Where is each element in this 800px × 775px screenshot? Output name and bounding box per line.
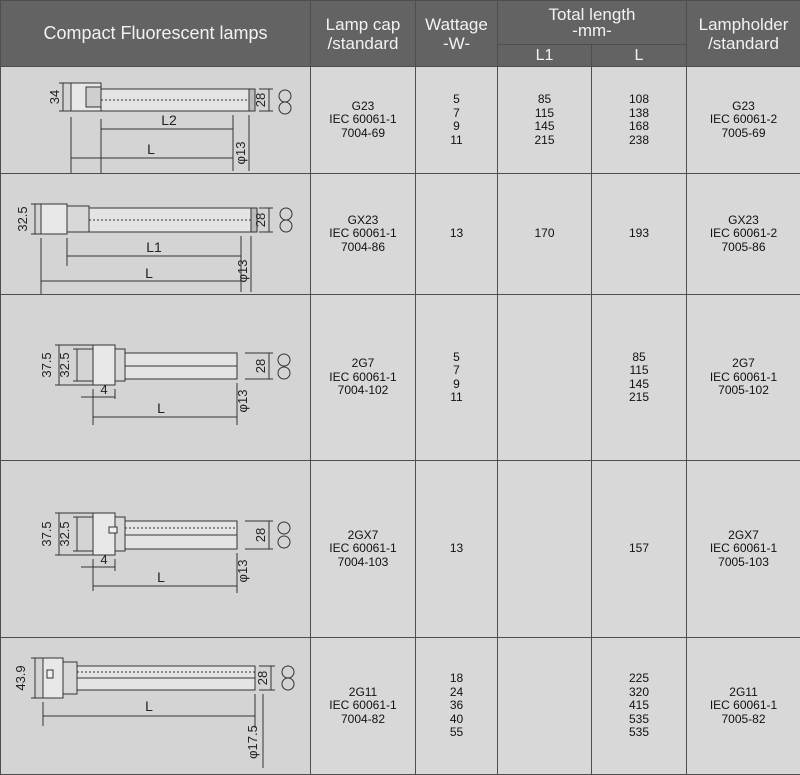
holder-standard: IEC 60061-2 (687, 113, 800, 127)
cell-lamp-cap (311, 295, 416, 461)
l-value: 320 (592, 686, 686, 700)
header-total-length-line1: Total length (498, 7, 686, 23)
holder-standard: IEC 60061-1 (687, 699, 800, 713)
dim-diameter (233, 142, 248, 165)
dim-length-a: L2 (161, 112, 177, 128)
l-value: 415 (592, 699, 686, 713)
table-row (1, 461, 800, 638)
wattage-value: 7 (416, 364, 497, 378)
l-value: 225 (592, 672, 686, 686)
lamp-diagram-2g7 (1, 295, 311, 461)
holder-sheet: 7005-82 (687, 713, 800, 727)
table-row (1, 67, 800, 174)
holder-standard: IEC 60061-2 (687, 227, 800, 241)
cap-name: 2GX7 (311, 529, 415, 543)
dim-diameter-value: 13 (235, 560, 250, 574)
dim-offset: 4 (100, 382, 107, 397)
2g7-drawing (1, 295, 310, 460)
dim-diameter (245, 725, 260, 759)
l-value: 215 (592, 391, 686, 405)
cell-l1-empty (498, 461, 592, 638)
cap-sheet: 7004-82 (311, 713, 415, 727)
dim-diameter (235, 260, 250, 283)
dim-inner: 32.5 (57, 352, 72, 377)
cap-standard: IEC 60061-1 (311, 699, 415, 713)
header-total-length (498, 1, 687, 45)
l-value: 535 (592, 713, 686, 727)
cap-standard: IEC 60061-1 (311, 227, 415, 241)
cap-standard: IEC 60061-1 (311, 371, 415, 385)
cap-sheet: 7004-103 (311, 556, 415, 570)
dim-inner: 32.5 (57, 521, 72, 546)
cap-name: 2G11 (311, 686, 415, 700)
cell-lamp-cap (311, 461, 416, 638)
cell-l (592, 638, 687, 775)
wattage-value: 18 (416, 672, 497, 686)
header-lamp-cap-line2: /standard (311, 34, 415, 53)
wattage-value: 55 (416, 726, 497, 740)
cap-name: G23 (311, 100, 415, 114)
holder-name: 2G7 (687, 357, 800, 371)
l1-value: 145 (498, 120, 591, 134)
cell-wattage (416, 638, 498, 775)
wattage-value: 24 (416, 686, 497, 700)
header-l: L (592, 45, 687, 67)
wattage-value: 9 (416, 120, 497, 134)
header-total-length-line2: -mm- (498, 23, 686, 39)
cell-wattage (416, 174, 498, 295)
holder-name: 2GX7 (687, 529, 800, 543)
l-value: 145 (592, 378, 686, 392)
wattage-value: 11 (416, 134, 497, 148)
dim-length: L (157, 569, 165, 585)
holder-sheet: 7005-86 (687, 241, 800, 255)
cell-lampholder (687, 295, 800, 461)
wattage-value: 11 (416, 391, 497, 405)
gx23-drawing (1, 174, 310, 294)
dim-height: 28 (255, 671, 270, 685)
phi-symbol: φ (245, 750, 260, 758)
cell-lampholder (687, 461, 800, 638)
lamp-diagram-g23 (1, 67, 311, 174)
cap-name: GX23 (311, 214, 415, 228)
cell-wattage (416, 67, 498, 174)
l-value: 193 (592, 227, 686, 241)
dim-diameter-value: 13 (235, 260, 250, 274)
l-value: 108 (592, 93, 686, 107)
table-row (1, 174, 800, 295)
cell-lampholder (687, 174, 800, 295)
dim-length: L (145, 698, 153, 714)
l-value: 157 (592, 542, 686, 556)
dim-height: 28 (253, 213, 268, 227)
dim-width: 34 (47, 90, 62, 104)
dim-length: L (157, 400, 165, 416)
wattage-value: 13 (416, 542, 497, 556)
dim-outer: 37.5 (39, 521, 54, 546)
cell-l1-empty (498, 638, 592, 775)
l-value: 115 (592, 364, 686, 378)
cap-sheet: 7004-69 (311, 127, 415, 141)
lamp-diagram-2gx7 (1, 461, 311, 638)
holder-standard: IEC 60061-1 (687, 542, 800, 556)
dim-diameter-value: 13 (235, 390, 250, 404)
dim-diameter-value: 17.5 (245, 725, 260, 750)
lamp-diagram-gx23 (1, 174, 311, 295)
holder-sheet: 7005-69 (687, 127, 800, 141)
l1-value: 170 (498, 227, 591, 241)
header-lampholder (687, 1, 800, 67)
wattage-value: 5 (416, 351, 497, 365)
dim-diameter (235, 560, 250, 583)
holder-standard: IEC 60061-1 (687, 371, 800, 385)
l-value: 238 (592, 134, 686, 148)
wattage-value: 9 (416, 378, 497, 392)
cell-l1 (498, 67, 592, 174)
l1-value: 215 (498, 134, 591, 148)
cell-l (592, 295, 687, 461)
cap-sheet: 7004-102 (311, 384, 415, 398)
dim-width: 43.9 (13, 665, 28, 690)
holder-name: 2G11 (687, 686, 800, 700)
cap-standard: IEC 60061-1 (311, 542, 415, 556)
header-lampholder-line2: /standard (687, 34, 800, 53)
phi-symbol: φ (235, 574, 250, 582)
wattage-value: 36 (416, 699, 497, 713)
l-value: 168 (592, 120, 686, 134)
holder-name: G23 (687, 100, 800, 114)
l-value: 138 (592, 107, 686, 121)
dim-height: 28 (253, 528, 268, 542)
table-row (1, 295, 800, 461)
l1-value: 85 (498, 93, 591, 107)
cell-l (592, 67, 687, 174)
cell-l (592, 461, 687, 638)
cell-wattage (416, 295, 498, 461)
header-lampholder-line1: Lampholder (687, 15, 800, 34)
dim-width: 32.5 (15, 206, 30, 231)
l-value: 85 (592, 351, 686, 365)
wattage-value: 40 (416, 713, 497, 727)
holder-sheet: 7005-103 (687, 556, 800, 570)
g23-drawing (1, 67, 310, 173)
cell-lamp-cap (311, 174, 416, 295)
cap-name: 2G7 (311, 357, 415, 371)
l-value: 535 (592, 726, 686, 740)
cell-l1 (498, 174, 592, 295)
holder-sheet: 7005-102 (687, 384, 800, 398)
dim-height: 28 (253, 93, 268, 107)
cell-l1-empty (498, 295, 592, 461)
lamp-diagram-2g11 (1, 638, 311, 775)
dim-outer: 37.5 (39, 352, 54, 377)
phi-symbol: φ (233, 156, 248, 164)
header-wattage-line2: -W- (416, 34, 497, 53)
cell-l (592, 174, 687, 295)
header-wattage-line1: Wattage (416, 15, 497, 34)
wattage-value: 13 (416, 227, 497, 241)
cap-sheet: 7004-86 (311, 241, 415, 255)
phi-symbol: φ (235, 404, 250, 412)
cell-lamp-cap (311, 67, 416, 174)
l1-value: 115 (498, 107, 591, 121)
header-lamp-cap-line1: Lamp cap (311, 15, 415, 34)
wattage-value: 7 (416, 107, 497, 121)
dim-diameter (235, 390, 250, 413)
header-l1: L1 (498, 45, 592, 67)
cell-lampholder (687, 638, 800, 775)
dim-length-b: L (147, 141, 155, 157)
cap-standard: IEC 60061-1 (311, 113, 415, 127)
phi-symbol: φ (235, 274, 250, 282)
holder-name: GX23 (687, 214, 800, 228)
header-lamp-cap (311, 1, 416, 67)
header-title: Compact Fluorescent lamps (1, 1, 311, 67)
cell-lampholder (687, 67, 800, 174)
2gx7-drawing (1, 461, 310, 637)
cell-lamp-cap (311, 638, 416, 775)
dim-length-b: L (145, 265, 153, 281)
dim-height: 28 (253, 359, 268, 373)
dim-length-a: L1 (146, 239, 162, 255)
header-wattage (416, 1, 498, 67)
dim-offset: 4 (100, 552, 107, 567)
table-row (1, 638, 800, 775)
cell-wattage (416, 461, 498, 638)
wattage-value: 5 (416, 93, 497, 107)
dim-diameter-value: 13 (233, 142, 248, 156)
2g11-drawing (1, 638, 310, 774)
